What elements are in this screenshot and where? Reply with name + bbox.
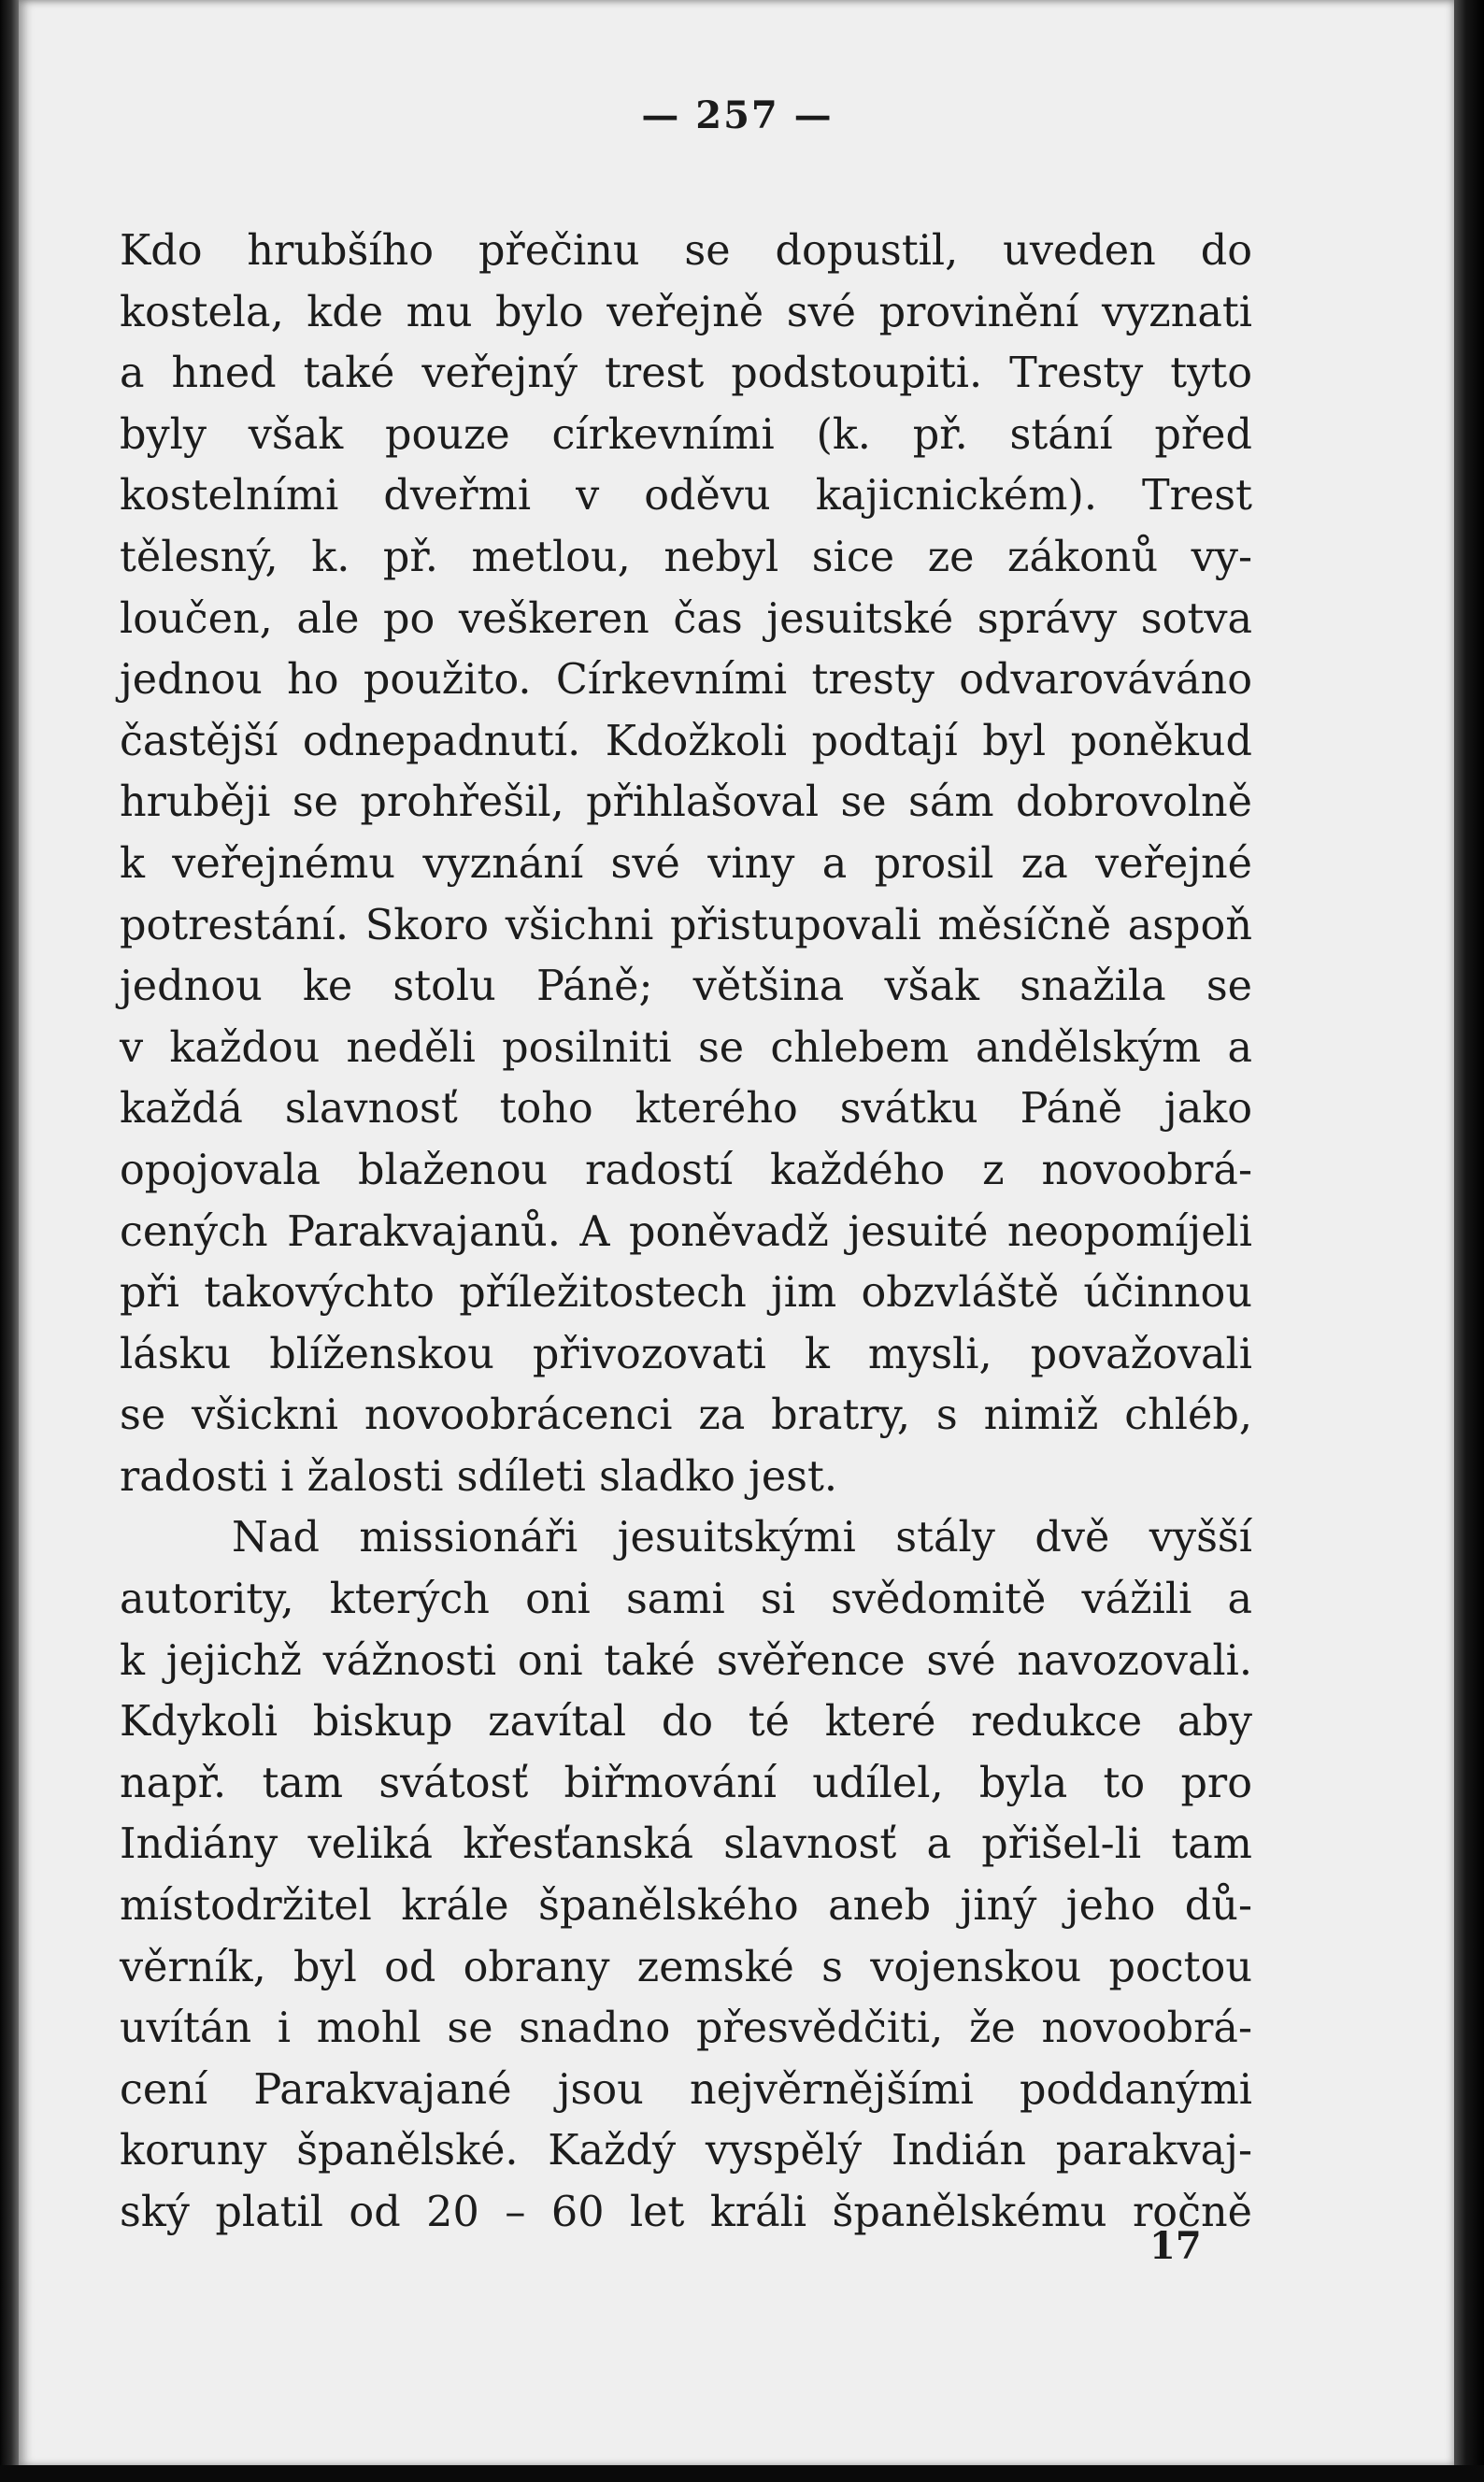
body-text xyxy=(120,221,1252,2244)
text-line: jednou ho použito. Církevními tresty odvarováváno xyxy=(120,656,1252,705)
text-line: koruny španělské. Každý vyspělý Indián parakvaj- xyxy=(120,2127,1252,2175)
signature-mark: 17 xyxy=(1149,2224,1202,2268)
paragraph-1 xyxy=(120,221,1252,1507)
text-line: k jejichž vážnosti oni také svěřence své navozovali. xyxy=(120,1636,1252,1685)
text-line: jednou ke stolu Páně; většina však snažila se xyxy=(120,963,1252,1011)
text-line: Kdo hrubšího přečinu se dopustil, uveden do xyxy=(120,227,1252,275)
paragraph-2 xyxy=(120,1507,1252,2243)
text-line: kostela, kde mu bylo veřejně své provinění vyznati xyxy=(120,288,1252,336)
text-line: uvítán i mohl se snadno přesvědčiti, že novoobrá- xyxy=(120,2004,1252,2053)
text-line: častější odnepadnutí. Kdožkoli podtají byl poněkud xyxy=(120,717,1252,765)
text-line: hruběji se prohřešil, přihlašoval se sám dobrovolně xyxy=(120,778,1252,827)
text-line: cení Parakvajané jsou nejvěrnějšími poddanými xyxy=(120,2065,1252,2114)
text-line: Nad missionáři jesuitskými stály dvě vyšší xyxy=(232,1514,1252,1562)
page-bottom-edge xyxy=(0,2465,1484,2482)
book-page xyxy=(19,0,1456,2467)
text-line: např. tam svátosť biřmování udílel, byla to pro xyxy=(120,1759,1252,1807)
text-line: radosti i žalosti sdíleti sladko jest. xyxy=(120,1452,838,1501)
text-line: kostelními dveřmi v oděvu kajicnickém). Trest xyxy=(120,472,1252,521)
text-line: opojovala blaženou radostí každého z novoobrá- xyxy=(120,1146,1252,1194)
text-line: k veřejnému vyznání své viny a prosil za veřejné xyxy=(120,839,1252,888)
page-left-edge xyxy=(0,0,19,2482)
text-line: a hned také veřejný trest podstoupiti. Tresty tyto xyxy=(120,349,1252,398)
text-line: loučen, ale po veškeren čas jesuitské správy sotva xyxy=(120,594,1252,643)
text-line: Indiány veliká křesťanská slavnosť a přišel-li tam xyxy=(120,1820,1252,1869)
text-line: se všickni novoobrácenci za bratry, s nimiž chléb, xyxy=(120,1391,1252,1440)
page-right-edge xyxy=(1454,0,1484,2482)
page-number: — 257 — xyxy=(641,93,834,137)
text-line: každá slavnosť toho kterého svátku Páně jako xyxy=(120,1085,1252,1134)
text-line: v každou neděli posilniti se chlebem andělským a xyxy=(120,1023,1252,1072)
text-line: potrestání. Skoro všichni přistupovali měsíčně aspoň xyxy=(120,901,1252,949)
text-line: lásku blíženskou přivozovati k mysli, považovali xyxy=(120,1330,1252,1378)
text-line: byly však pouze církevními (k. př. stání před xyxy=(120,410,1252,459)
text-line: ský platil od 20 – 60 let králi španělskému ročně xyxy=(120,2189,1252,2236)
text-line: Kdykoli biskup zavítal do té které redukce aby xyxy=(120,1698,1252,1747)
text-line: věrník, byl od obrany zemské s vojenskou poctou xyxy=(120,1943,1252,1991)
text-line: tělesný, k. př. metlou, nebyl sice ze zákonů vy- xyxy=(120,533,1252,581)
text-line: při takovýchto příležitostech jim obzvláště účinnou xyxy=(120,1269,1252,1318)
text-line: autority, kterých oni sami si svědomitě vážili a xyxy=(120,1576,1252,1624)
text-line: cených Parakvajanů. A poněvadž jesuité neopomíjeli xyxy=(120,1207,1252,1256)
text-line: místodržitel krále španělského aneb jiný jeho dů- xyxy=(120,1882,1252,1931)
